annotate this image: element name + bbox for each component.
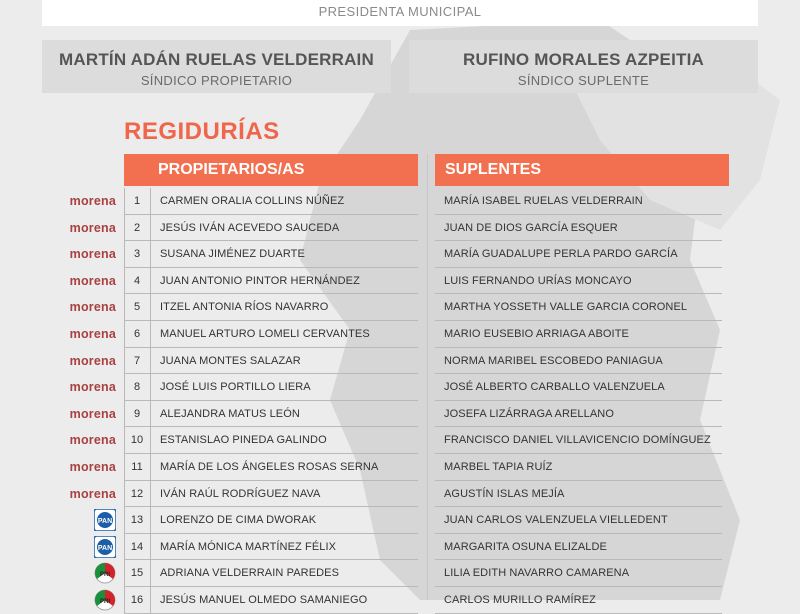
suplente-name: AGUSTÍN ISLAS MEJÍA bbox=[444, 487, 565, 500]
regiduria-number: 7 bbox=[133, 354, 141, 367]
morena-party-label: morena bbox=[69, 380, 116, 395]
regiduria-number: 8 bbox=[133, 381, 141, 394]
propietario-name: MARÍA MÓNICA MARTÍNEZ FÉLIX bbox=[160, 540, 337, 553]
number-divider bbox=[150, 188, 151, 215]
row-separator bbox=[435, 613, 722, 614]
regiduria-number: 9 bbox=[133, 407, 141, 420]
presidenta-card bbox=[42, 0, 758, 26]
suplentes-column-header: SUPLENTES bbox=[435, 154, 729, 186]
morena-party-label: morena bbox=[69, 459, 116, 474]
suplente-name: FRANCISCO DANIEL VILLAVICENCIO DOMÍNGUEZ bbox=[444, 434, 711, 447]
presidenta-role: PRESIDENTA MUNICIPAL bbox=[318, 4, 482, 19]
table-row bbox=[0, 560, 800, 587]
suplente-name: LILIA EDITH NAVARRO CAMARENA bbox=[444, 567, 630, 580]
pri-logo-icon bbox=[94, 560, 116, 586]
table-row bbox=[0, 374, 800, 401]
pan-logo-icon bbox=[94, 534, 116, 560]
regidurias-title: REGIDURÍAS bbox=[124, 118, 280, 145]
number-divider bbox=[150, 241, 151, 268]
suplente-name: NORMA MARIBEL ESCOBEDO PANIAGUA bbox=[444, 354, 663, 367]
regiduria-number: 15 bbox=[130, 567, 144, 580]
propietario-name: CARMEN ORALIA COLLINS NÚÑEZ bbox=[160, 195, 345, 207]
table-row bbox=[0, 268, 800, 295]
propietario-name: ITZEL ANTONIA RÍOS NAVARRO bbox=[160, 301, 329, 314]
suplente-name: MARIO EUSEBIO ARRIAGA ABOITE bbox=[444, 327, 629, 340]
suplente-name: MARBEL TAPIA RUÍZ bbox=[444, 460, 553, 473]
table-row bbox=[0, 454, 800, 481]
sindico-suplente-name: RUFINO MORALES AZPEITIA bbox=[462, 50, 705, 69]
suplente-name: MARÍA GUADALUPE PERLA PARDO GARCÍA bbox=[444, 248, 678, 261]
table-row bbox=[0, 294, 800, 321]
suplente-name: JUAN DE DIOS GARCÍA ESQUER bbox=[444, 221, 618, 234]
regiduria-number: 16 bbox=[130, 593, 144, 606]
number-divider bbox=[150, 374, 151, 401]
table-row bbox=[0, 241, 800, 268]
number-divider bbox=[150, 560, 151, 587]
table-row bbox=[0, 587, 800, 614]
number-divider bbox=[150, 215, 151, 242]
morena-party-label: morena bbox=[69, 326, 116, 341]
morena-party-label: morena bbox=[69, 486, 116, 501]
svg-text:PAN: PAN bbox=[97, 518, 113, 526]
number-divider bbox=[150, 481, 151, 508]
morena-party-label: morena bbox=[69, 220, 116, 235]
suplente-name: LUIS FERNANDO URÍAS MONCAYO bbox=[444, 274, 632, 287]
regiduria-number: 13 bbox=[130, 514, 144, 527]
propietario-name: LORENZO DE CIMA DWORAK bbox=[160, 514, 317, 527]
number-divider bbox=[150, 348, 151, 375]
regiduria-number: 10 bbox=[130, 434, 144, 447]
table-row bbox=[0, 215, 800, 242]
row-separator bbox=[124, 613, 418, 614]
propietarios-column-header: PROPIETARIOS/AS bbox=[124, 154, 418, 186]
number-divider bbox=[150, 427, 151, 454]
number-divider bbox=[150, 454, 151, 481]
propietario-name: JUANA MONTES SALAZAR bbox=[160, 354, 301, 367]
table-row bbox=[0, 348, 800, 375]
suplente-name: MARÍA ISABEL RUELAS VELDERRAIN bbox=[444, 195, 643, 207]
table-row bbox=[0, 427, 800, 454]
propietario-name: ADRIANA VELDERRAIN PAREDES bbox=[160, 567, 340, 580]
regiduria-number: 11 bbox=[131, 460, 143, 473]
table-row bbox=[0, 401, 800, 428]
morena-party-label: morena bbox=[69, 433, 116, 448]
regiduria-number: 2 bbox=[133, 221, 141, 234]
regiduria-number: 5 bbox=[133, 301, 141, 314]
propietario-name: IVÁN RAÚL RODRÍGUEZ NAVA bbox=[160, 487, 321, 500]
suplente-name: JOSÉ ALBERTO CARBALLO VALENZUELA bbox=[444, 381, 665, 394]
propietario-name: ESTANISLAO PINEDA GALINDO bbox=[160, 434, 327, 447]
morena-party-label: morena bbox=[69, 247, 116, 262]
svg-text:PAN: PAN bbox=[97, 544, 113, 552]
regiduria-number: 6 bbox=[133, 327, 141, 340]
suplente-name: MARTHA YOSSETH VALLE GARCIA CORONEL bbox=[444, 301, 688, 314]
svg-text:PRI: PRI bbox=[99, 598, 111, 605]
morena-party-label: morena bbox=[69, 353, 116, 368]
regiduria-number: 3 bbox=[133, 248, 141, 261]
sindico-propietario-name: MARTÍN ADÁN RUELAS VELDERRAIN bbox=[59, 50, 374, 69]
morena-party-label: morena bbox=[69, 300, 116, 315]
regiduria-number: 12 bbox=[130, 487, 144, 500]
sindico-propietario-role: SÍNDICO PROPIETARIO bbox=[140, 73, 293, 88]
morena-party-label: morena bbox=[69, 273, 116, 288]
table-row bbox=[0, 188, 800, 215]
svg-text:PRI: PRI bbox=[99, 572, 111, 579]
propietario-name: MARÍA DE LOS ÁNGELES ROSAS SERNA bbox=[160, 460, 379, 473]
sindico-propietario-card bbox=[42, 40, 391, 93]
propietario-name: ALEJANDRA MATUS LEÓN bbox=[160, 407, 300, 420]
number-divider bbox=[150, 321, 151, 348]
number-divider bbox=[150, 268, 151, 295]
propietario-name: MANUEL ARTURO LOMELI CERVANTES bbox=[160, 327, 370, 340]
propietario-name: JESÚS MANUEL OLMEDO SAMANIEGO bbox=[160, 593, 368, 606]
suplente-name: JOSEFA LIZÁRRAGA ARELLANO bbox=[444, 407, 615, 420]
regiduria-number: 1 bbox=[133, 195, 141, 207]
table-row bbox=[0, 534, 800, 561]
suplente-name: JUAN CARLOS VALENZUELA VIELLEDENT bbox=[444, 514, 668, 527]
table-row bbox=[0, 507, 800, 534]
propietario-name: JESÚS IVÁN ACEVEDO SAUCEDA bbox=[160, 221, 340, 234]
number-divider bbox=[150, 507, 151, 534]
table-row bbox=[0, 321, 800, 348]
regidurias-table bbox=[0, 188, 800, 614]
sindico-suplente-role: SÍNDICO SUPLENTE bbox=[517, 73, 650, 88]
suplente-name: MARGARITA OSUNA ELIZALDE bbox=[444, 540, 607, 553]
table-row bbox=[0, 481, 800, 508]
propietario-name: SUSANA JIMÉNEZ DUARTE bbox=[160, 248, 305, 261]
regiduria-number: 14 bbox=[130, 540, 144, 553]
number-divider bbox=[150, 587, 151, 614]
number-divider bbox=[150, 401, 151, 428]
number-divider bbox=[150, 294, 151, 321]
regiduria-number: 4 bbox=[133, 274, 141, 287]
number-divider bbox=[150, 534, 151, 561]
suplente-name: CARLOS MURILLO RAMÍREZ bbox=[444, 593, 596, 606]
morena-party-label: morena bbox=[69, 406, 116, 421]
propietario-name: JOSÉ LUIS PORTILLO LIERA bbox=[160, 381, 311, 394]
morena-party-label: morena bbox=[69, 194, 116, 208]
propietario-name: JUAN ANTONIO PINTOR HERNÁNDEZ bbox=[160, 274, 360, 287]
pan-logo-icon bbox=[94, 507, 116, 533]
sindico-suplente-card bbox=[409, 40, 758, 93]
